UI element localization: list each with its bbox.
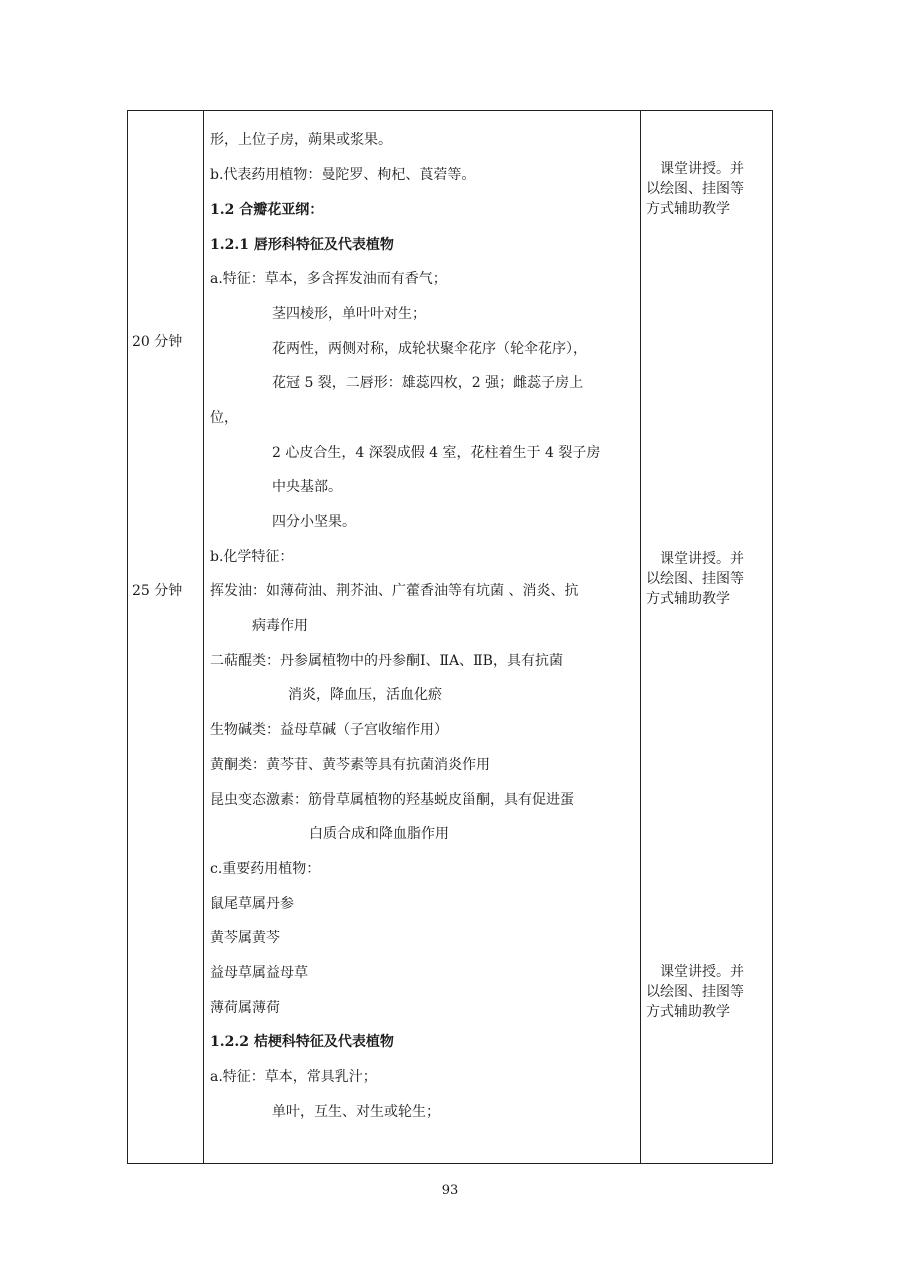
content-line: 二萜醌类：丹参属植物中的丹参酮Ⅰ、ⅡA、ⅡB，具有抗菌 — [210, 653, 563, 669]
content-line: 花两性，两侧对称，成轮状聚伞花序（轮伞花序）， — [272, 341, 587, 357]
teaching-method-cell — [646, 962, 770, 1022]
content-line: 位， — [210, 410, 238, 426]
method-line: 方式辅助教学 — [646, 591, 730, 607]
method-line: 以绘图、挂图等 — [646, 984, 744, 1000]
teaching-method-cell — [646, 549, 770, 609]
method-line: 以绘图、挂图等 — [646, 571, 744, 587]
content-line: 病毒作用 — [252, 618, 308, 634]
section-heading: 1.2.2 桔梗科特征及代表植物 — [210, 1034, 394, 1050]
method-line: 课堂讲授。并 — [646, 551, 744, 567]
column-divider — [203, 111, 204, 1163]
content-line: 黄酮类：黄芩苷、黄芩素等具有抗菌消炎作用 — [210, 757, 490, 773]
section-heading: 1.2 合瓣花亚纲： — [210, 202, 324, 218]
content-line: b.代表药用植物：曼陀罗、枸杞、莨菪等。 — [210, 167, 476, 183]
method-line: 方式辅助教学 — [646, 1004, 730, 1020]
content-line: c.重要药用植物： — [210, 861, 321, 877]
content-line: a.特征：草本，多含挥发油而有香气； — [210, 271, 447, 287]
content-line: a.特征：草本，常具乳汁； — [210, 1069, 377, 1085]
method-line: 课堂讲授。并 — [646, 964, 744, 980]
content-line: 生物碱类：益母草碱（子宫收缩作用） — [210, 722, 448, 738]
content-line: 2 心皮合生，4 深裂成假 4 室，花柱着生于 4 裂子房 — [272, 445, 601, 461]
method-line: 以绘图、挂图等 — [646, 181, 744, 197]
content-line: 黄芩属黄芩 — [210, 930, 280, 946]
content-line: 挥发油：如薄荷油、荆芥油、广藿香油等有坑菌 、消炎、抗 — [210, 583, 579, 599]
content-line: 白质合成和降血脂作用 — [309, 826, 449, 842]
page-number: 93 — [441, 1183, 459, 1198]
content-line: b.化学特征： — [210, 549, 294, 565]
content-line: 茎四棱形，单叶叶对生； — [272, 306, 426, 322]
content-line: 消炎，降血压，活血化瘀 — [288, 687, 442, 703]
content-line: 薄荷属薄荷 — [210, 1000, 280, 1016]
content-line: 单叶，互生、对生或轮生； — [272, 1104, 440, 1120]
time-cell: 20 分钟 — [132, 334, 183, 350]
column-divider — [640, 111, 641, 1163]
content-line: 鼠尾草属丹参 — [210, 896, 294, 912]
method-line: 方式辅助教学 — [646, 201, 730, 217]
section-heading: 1.2.1 唇形科特征及代表植物 — [210, 237, 394, 253]
content-line: 四分小坚果。 — [272, 514, 356, 530]
time-cell: 25 分钟 — [132, 583, 183, 599]
method-line: 课堂讲授。并 — [646, 161, 744, 177]
content-line: 花冠 5 裂，二唇形：雄蕊四枚，2 强；雌蕊子房上 — [272, 375, 584, 391]
content-line: 昆虫变态激素：筋骨草属植物的羟基蜕皮甾酮，具有促进蛋 — [210, 792, 574, 808]
content-line: 中央基部。 — [272, 479, 342, 495]
content-line: 形，上位子房，蒴果或浆果。 — [210, 132, 392, 148]
teaching-method-cell — [646, 159, 770, 219]
lesson-plan-table — [127, 110, 773, 1164]
content-line: 益母草属益母草 — [210, 965, 308, 981]
